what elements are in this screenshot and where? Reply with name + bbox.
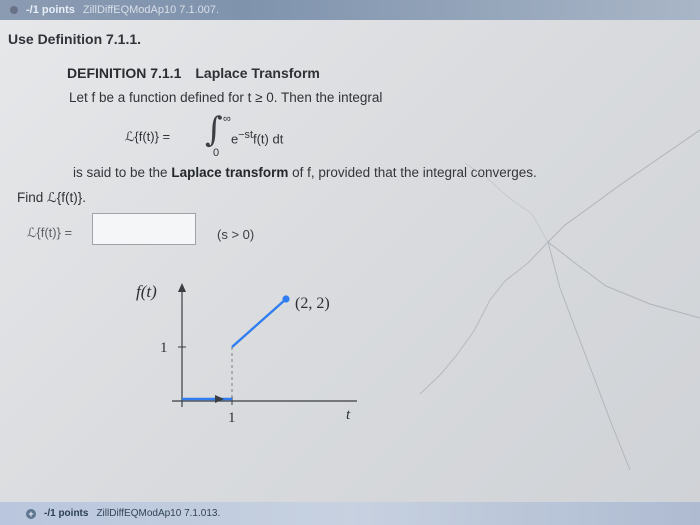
endpoint-dot (282, 295, 289, 302)
question-reference: ZillDiffEQModAp10 7.1.007. (82, 4, 220, 16)
points-label: -/1 points (26, 4, 75, 16)
sentence-after: of f, provided that the integral converges. (292, 165, 537, 180)
question-header (0, 0, 700, 20)
collapse-icon[interactable] (10, 6, 18, 14)
graph-x-tick-label: 1 (228, 410, 236, 426)
instructions: Use Definition 7.1.1. (8, 31, 142, 47)
definition-line: Let f be a function defined for t ≥ 0. Then the integral (69, 90, 383, 105)
integrand-exponent: −st (238, 129, 253, 141)
segment-rising (232, 299, 286, 347)
graph-point-label: (2, 2) (295, 295, 330, 312)
next-points-label: -/1 points (44, 508, 89, 519)
find-prompt: Find ℒ{f(t)}. (17, 190, 86, 205)
definition-sentence (73, 165, 537, 180)
definition-number: DEFINITION 7.1.1 (67, 65, 182, 81)
y-axis-arrow-icon (178, 283, 186, 292)
integrand-base: e (231, 131, 239, 147)
graph-y-tick-label: 1 (160, 340, 168, 356)
definition-title (67, 65, 320, 81)
integral-lower-limit: 0 (213, 147, 220, 159)
answer-row (27, 213, 317, 253)
sentence-term: Laplace transform (171, 165, 289, 180)
answer-input[interactable] (92, 213, 196, 245)
function-graph (132, 277, 372, 437)
integrand-tail: f(t) dt (252, 131, 284, 147)
answer-condition: (s > 0) (217, 227, 255, 242)
graph-x-label: t (346, 407, 351, 423)
integral-upper-limit: ∞ (223, 113, 231, 125)
graph-y-label: f(t) (136, 282, 157, 301)
integral-formula (125, 110, 345, 161)
next-question-reference: ZillDiffEQModAp10 7.1.013. (96, 508, 221, 519)
integral-sign: ∫ (205, 110, 223, 150)
integral-lhs: ℒ{f(t)} = (125, 129, 171, 144)
sentence-before: is said to be the (73, 165, 168, 180)
integrand (231, 129, 283, 146)
domain-arrow-icon (215, 395, 224, 403)
definition-term: Laplace Transform (195, 65, 320, 81)
next-question-bar[interactable] (0, 502, 700, 525)
answer-lhs: ℒ{f(t)} = (27, 225, 73, 240)
expand-icon[interactable]: + (26, 509, 36, 519)
